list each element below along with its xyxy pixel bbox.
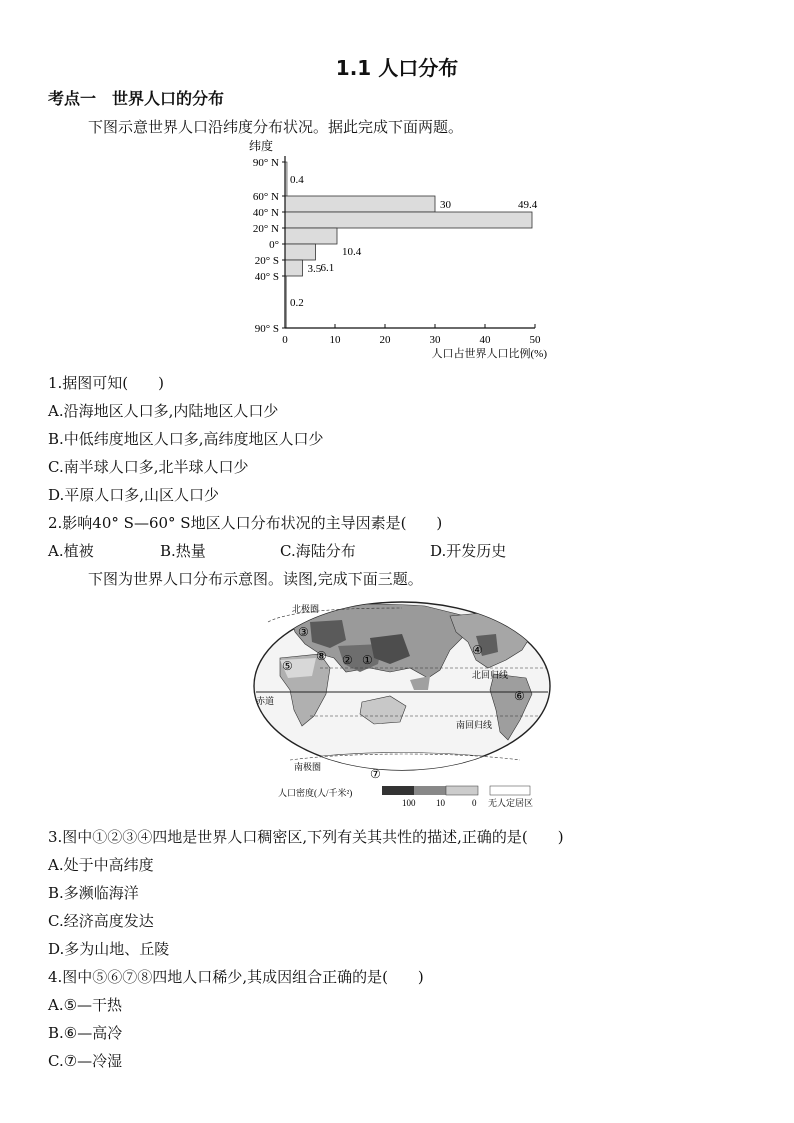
legend-label-10: 10 — [436, 798, 445, 808]
chart-x-tick-label-3: 30 — [429, 334, 441, 346]
chart-y-axis-label: 纬度 — [249, 139, 274, 153]
question-4-option-c: C.⑦—冷湿 — [48, 1052, 123, 1070]
question-3-option-c: C.经济高度发达 — [48, 912, 154, 930]
marker-2: ② — [342, 653, 353, 667]
question-2-option-c: C.海陆分布 — [280, 542, 356, 560]
tropic-south-label: 南回归线 — [456, 720, 493, 730]
latitude-population-chart — [240, 138, 570, 362]
chart-bar-2 — [285, 212, 532, 228]
chart-x-tick-label-0: 0 — [282, 334, 288, 346]
page-title: 1.1 人口分布 — [335, 56, 459, 80]
chart-x-tick-label-4: 40 — [479, 334, 491, 346]
chart-data-label-1: 30 — [440, 199, 451, 211]
question-4-option-a: A.⑤—干热 — [48, 996, 123, 1014]
question-1-option-c: C.南半球人口多,北半球人口少 — [48, 458, 249, 476]
chart-y-tick-label-6: 40° S — [254, 271, 279, 283]
legend-swatch-empty — [490, 786, 530, 795]
question-1-stem: 1.据图可知( ) — [48, 374, 165, 392]
marker-7: ⑦ — [370, 767, 381, 781]
legend-label-0: 0 — [472, 798, 477, 808]
marker-3: ③ — [298, 625, 309, 639]
question-1-option-b: B.中低纬度地区人口多,高纬度地区人口少 — [48, 430, 324, 448]
legend-label-empty: 无人定居区 — [488, 798, 534, 808]
marker-8: ⑧ — [316, 649, 327, 663]
equator-label: 赤道 — [256, 696, 275, 706]
legend-swatch-high — [382, 786, 414, 795]
chart-x-tick-label-5: 50 — [529, 334, 541, 346]
chart-data-label-6: 0.2 — [290, 297, 304, 309]
chart-data-label-3: 10.4 — [342, 246, 362, 258]
chart-data-label-5: 3.5 — [307, 263, 322, 275]
marker-6: ⑥ — [514, 689, 525, 703]
chart-data-label-0: 0.4 — [290, 174, 304, 186]
chart-y-tick-label-2: 40° N — [252, 207, 279, 219]
chart-x-tick-label-2: 20 — [379, 334, 391, 346]
chart-x-axis-label: 人口占世界人口比例(%) — [431, 348, 547, 360]
intro-map: 下图为世界人口分布示意图。读图,完成下面三题。 — [88, 570, 423, 588]
question-2-option-d: D.开发历史 — [430, 542, 507, 560]
chart-x-tick-label-1: 10 — [329, 334, 341, 346]
question-3-stem: 3.图中①②③④四地是世界人口稠密区,下列有关其共性的描述,正确的是( ) — [48, 828, 564, 846]
marker-5: ⑤ — [282, 659, 293, 673]
chart-y-tick-label-3: 20° N — [252, 223, 279, 235]
intro-chart: 下图示意世界人口沿纬度分布状况。据此完成下面两题。 — [88, 118, 464, 136]
world-population-map — [250, 598, 555, 810]
legend-title: 人口密度(人/千米²) — [278, 788, 353, 798]
question-4-option-b: B.⑥—高冷 — [48, 1024, 123, 1042]
question-1-option-d: D.平原人口多,山区人口少 — [48, 486, 220, 504]
section-heading: 考点一 世界人口的分布 — [48, 89, 225, 108]
question-3-option-a: A.处于中高纬度 — [48, 856, 154, 874]
chart-data-label-4: 6.1 — [320, 262, 335, 274]
tropic-north-label: 北回归线 — [472, 670, 509, 680]
chart-y-tick-label-1: 60° N — [252, 191, 279, 203]
chart-bar-5 — [285, 260, 303, 276]
question-3-option-b: B.多濒临海洋 — [48, 884, 139, 902]
question-4-stem: 4.图中⑤⑥⑦⑧四地人口稀少,其成因组合正确的是( ) — [48, 968, 424, 986]
marker-1: ① — [362, 653, 373, 667]
antarctic-circle-label: 南极圈 — [294, 762, 322, 772]
arctic-circle-label: 北极圈 — [292, 604, 320, 614]
question-2-option-b: B.热量 — [160, 542, 206, 560]
question-2-option-a: A.植被 — [48, 542, 94, 560]
question-3-option-d: D.多为山地、丘陵 — [48, 940, 170, 958]
legend-swatch-low — [446, 786, 478, 795]
chart-bar-4 — [285, 244, 316, 260]
chart-data-label-2: 49.4 — [518, 199, 538, 211]
legend-swatch-mid — [414, 786, 446, 795]
marker-4: ④ — [472, 643, 483, 657]
chart-y-tick-label-4: 0° — [269, 239, 279, 251]
chart-bar-3 — [285, 228, 337, 244]
chart-y-tick-label-0: 90° N — [252, 157, 279, 169]
chart-bar-1 — [285, 196, 435, 212]
chart-y-tick-label-5: 20° S — [254, 255, 279, 267]
question-2-stem: 2.影响40° S—60° S地区人口分布状况的主导因素是( ) — [48, 514, 443, 532]
question-1-option-a: A.沿海地区人口多,内陆地区人口少 — [48, 402, 279, 420]
legend-label-100: 100 — [402, 798, 416, 808]
chart-y-tick-label-7: 90° S — [254, 323, 279, 335]
